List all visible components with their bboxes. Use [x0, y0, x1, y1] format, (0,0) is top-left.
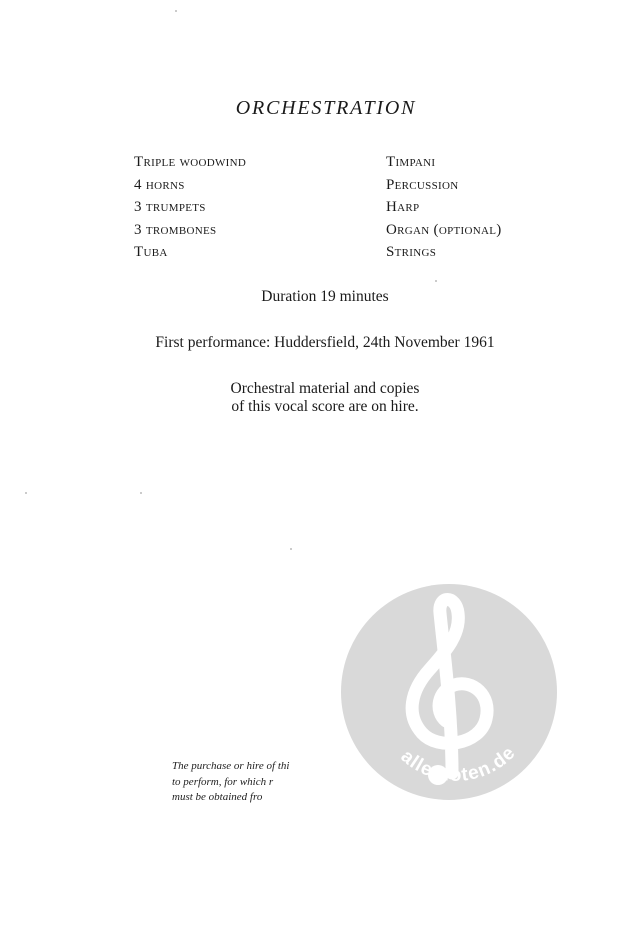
hire-note-line: of this vocal score are on hire. [231, 398, 419, 415]
first-performance-text: First performance: Huddersfield, 24th November 1961 [155, 334, 495, 351]
watermark-logo [340, 583, 558, 801]
instrument-item: Harp [386, 199, 420, 215]
paper-speck [290, 548, 292, 550]
instrument-item: Organ (optional) [386, 221, 502, 238]
instrument-item: Strings [386, 244, 437, 260]
instrument-list-right [386, 151, 502, 264]
paper-speck [140, 492, 142, 494]
footnote [172, 759, 289, 806]
instrument-item: Triple woodwind [134, 154, 247, 170]
instrument-item: Tuba [134, 244, 168, 260]
paper-speck [25, 492, 27, 494]
footnote-line: The purchase or hire of thi [172, 760, 290, 772]
footnote-line: to perform, for which r [172, 775, 274, 788]
instrument-item: Percussion [386, 176, 459, 193]
instrument-item: Timpani [386, 154, 436, 170]
paper-speck [175, 10, 177, 12]
paper-speck [435, 280, 437, 282]
page-title: ORCHESTRATION [235, 97, 417, 119]
watermark-text: alle-noten.de [396, 742, 520, 786]
instrument-list-left [134, 151, 246, 264]
duration-text: Duration 19 minutes [261, 288, 389, 305]
instrument-item: 3 trombones [134, 221, 217, 238]
hire-note-line: Orchestral material and copies [230, 380, 420, 397]
instrument-item: 3 trumpets [134, 199, 206, 215]
footnote-line: must be obtained fro [172, 791, 263, 803]
instrument-item: 4 horns [134, 176, 185, 193]
